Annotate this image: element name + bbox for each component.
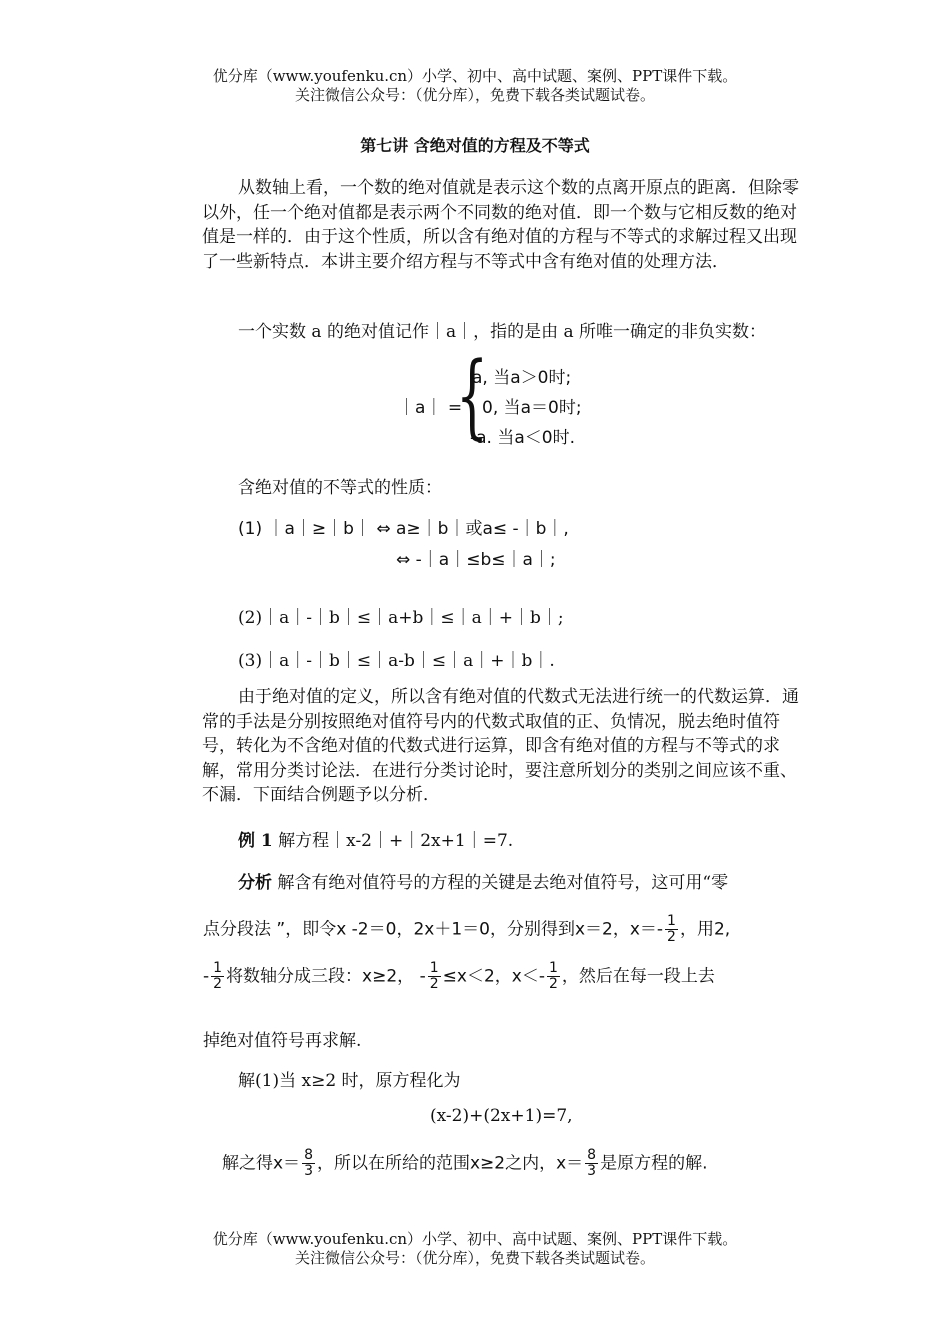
fraction-eight-thirds: $\frac{8}{3}$ [304,1147,313,1179]
piecewise-case-2: 0, 当a＝0时; [482,398,582,418]
piecewise-case-3: -a. 当a＜0时. [470,428,575,448]
properties-heading: 含绝对值的不等式的性质： [238,478,442,498]
example-1-text: 解方程｜x-2｜+｜2x+1｜=7. [272,831,514,851]
definition-intro: 一个实数 a 的绝对值记作｜a｜，指的是由 a 所唯一确定的非负实数： [238,322,767,342]
property-1-line-1: (1) ｜a｜≥｜b｜ ⇔ a≥｜b｜或a≤ -｜b｜, [238,519,569,539]
property-3: (3)｜a｜-｜b｜≤｜a-b｜≤｜a｜+｜b｜. [238,651,555,671]
intro-paragraph: 从数轴上看，一个数的绝对值就是表示这个数的点离开原点的距离．但除零以外，任一个绝对值都是表示两个不同数的绝对值．即一个数与它相反数的绝对值是一样的．由于这个性质，所以含有绝对值的方程与不等式的求解过程又出现了一些新特点．本讲主要介绍方程与不等式中含有绝对值的处理方法． [202,178,799,272]
solution-result: 解之得x＝ $\frac{8}{3}$ ，所以在所给的范围x≥2之内，x＝ $\frac{8}{3}$ 是原方程的解. [222,1147,708,1179]
analysis-line-4: 掉绝对值符号再求解. [203,1031,362,1051]
method-paragraph: 由于绝对值的定义，所以含有绝对值的代数式无法进行统一的代数运算．通常的手法是分别按照绝对值符号内的代数式取值的正、负情况，脱去绝时值符号，转化为不含绝对值的代数式进行运算，即含有绝对值的方程与不等式的求解，常用分类讨论法．在进行分类讨论时，要注意所划分的类别之间应该不重、不漏．下面结合例题予以分析． [202,687,799,805]
example-1 [238,826,513,851]
analysis-line-1 [238,868,728,893]
analysis-line-3: - $\frac{1}{2}$ 将数轴分成三段：x≥2， - $\frac{1}{2}$ ≤x＜2，x＜- $\frac{1}{2}$ ，然后在每一段上去 [203,960,715,992]
solution-case-1: 解(1)当 x≥2 时，原方程化为 [238,1071,461,1091]
analysis-line-2-a: 点分段法 ”，即令x -2＝0，2x＋1＝0，分别得到x＝2，x＝- [203,919,664,940]
analysis-line-2 [203,914,730,945]
left-brace: { [456,342,489,449]
solution-equation: (x-2)+(2x+1)=7, [430,1106,573,1126]
piecewise-case-1: a, 当a＞0时; [472,368,572,388]
example-1-label: 例 1 [238,831,273,851]
analysis-text: 解含有绝对值符号的方程的关键是去绝对值符号，这可用“零 [272,873,729,893]
footer-line-2: 关注微信公众号：（优分库），免费下载各类试题试卷。 [294,1249,655,1267]
analysis-label: 分析 [238,873,272,893]
footer-line-1: 优分库（www.youfenku.cn）小学、初中、高中试题、案例、PPT课件下载。 [212,1230,738,1248]
analysis-line-2-b: ，用2, [679,919,731,940]
fraction-one-half: $\frac{1}{2}$ [213,960,223,992]
piecewise-lhs: ｜a｜ = [398,398,463,418]
fraction-one-half: $\frac{1}{2}$ [667,913,676,945]
property-2: (2)｜a｜-｜b｜≤｜a+b｜≤｜a｜+｜b｜; [238,608,564,628]
fraction-one-half: $\frac{1}{2}$ [548,960,558,992]
header-line-2: 关注微信公众号：（优分库），免费下载各类试题试卷。 [294,86,655,104]
property-1-line-2: ⇔ -｜a｜≤b≤｜a｜; [396,550,556,570]
page-title: 第七讲 含绝对值的方程及不等式 [360,136,590,155]
header-line-1: 优分库（www.youfenku.cn）小学、初中、高中试题、案例、PPT课件下载。 [212,67,738,85]
fraction-one-half: $\frac{1}{2}$ [429,960,439,992]
fraction-eight-thirds: $\frac{8}{3}$ [587,1147,597,1179]
